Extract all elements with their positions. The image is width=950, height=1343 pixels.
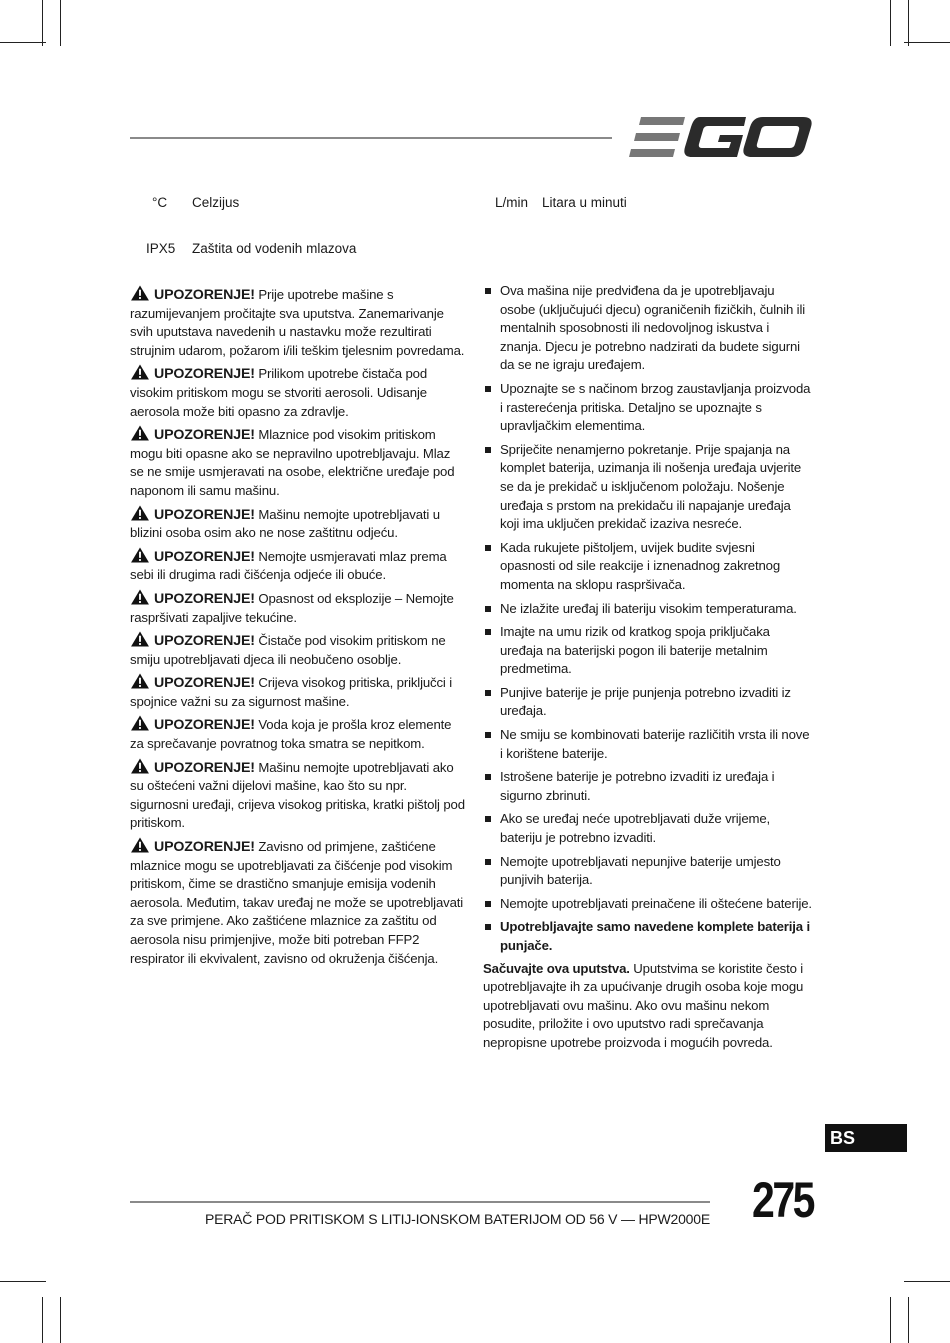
warning-paragraph: [130, 631, 465, 669]
warning-paragraph: [130, 758, 465, 833]
safety-bullet-text: Punjive baterije je prije punjenja potrebno izvaditi iz uređaja.: [500, 684, 791, 719]
crop-mark: [904, 1281, 950, 1282]
crop-mark: [908, 1297, 909, 1343]
ego-logo: [628, 117, 813, 159]
warnings-column: [130, 285, 465, 972]
warning-triangle-icon: [130, 715, 150, 731]
abbr-meaning-ipx5: Zaštita od vodenih mlazova: [192, 241, 357, 256]
warning-keyword: UPOZORENJE!: [154, 548, 255, 565]
safety-bullet: [483, 600, 813, 619]
safety-bullet: [483, 810, 813, 847]
warning-keyword: UPOZORENJE!: [154, 633, 255, 650]
warning-text: Mlaznice pod visokim pritiskom mogu biti opasne ako se nepravilno upotrebljavaju. Mlaz se ne smije usmjeravati na osobe, električne uređaje pod naponom ili samu mašinu.: [130, 427, 455, 498]
abbr-meaning-celsius: Celzijus: [192, 195, 240, 210]
warning-triangle-icon: [130, 673, 150, 689]
crop-mark: [890, 1297, 891, 1343]
warning-keyword: UPOZORENJE!: [154, 287, 255, 303]
warning-keyword: UPOZORENJE!: [154, 839, 255, 856]
abbr-meaning-lmin: Litara u minuti: [542, 195, 627, 210]
warning-text: Zavisno od primjene, zaštićene mlaznice mogu se upotrebljavati za čišćenje pod visokim pritiskom, čime se drastično smanjuje emisija vodenih aerosola. Međutim, takav uređaj ne može se upotrebljavati za sve primjene. Ako zaštićene mlaznice za zaštitu od aerosola nisu primjenjive, može biti potreban FFP2 respirator ili ekvivalent, zavisno od okruženja čišćenja.: [130, 839, 464, 966]
safety-bullet: [483, 768, 813, 805]
safety-bullet-text: Ako se uređaj neće upotrebljavati duže vrijeme, bateriju je potrebno izvaditi.: [500, 811, 771, 846]
warning-triangle-icon: [130, 837, 150, 853]
warning-text: Nemojte usmjeravati mlaz prema sebi ili drugima radi čišćenja odjeće ili obuće.: [130, 548, 447, 583]
safety-bullet: [483, 441, 813, 534]
warning-keyword: UPOZORENJE!: [154, 759, 255, 776]
bullet-square-icon: [485, 901, 491, 907]
warning-paragraph: [130, 547, 465, 585]
warning-triangle-icon: [130, 758, 150, 774]
crop-mark: [890, 0, 891, 46]
warning-text: Čistače pod visokim pritiskom ne smiju upotrebljavati djeca ili neobučeno osoblje.: [130, 633, 446, 667]
safety-bullet-text: Kada rukujete pištoljem, uvijek budite svjesni opasnosti od sile reakcije i iznenadnog zakretnog momenta na sklopu raspršivača.: [500, 539, 781, 592]
warning-paragraph: [130, 425, 465, 500]
safety-bullet: [483, 853, 813, 890]
safety-bullet-text: Imajte na umu rizik od kratkog spoja priključaka uređaja na baterijski pogon ili baterije metalnim predmetima.: [500, 624, 770, 677]
safety-bullet-text: Ne smiju se kombinovati baterije različitih vrsta ili nove i korištene baterije.: [500, 727, 810, 761]
safety-bullet: [483, 380, 813, 436]
keep-instructions-paragraph: [483, 960, 813, 1053]
crop-mark: [908, 0, 909, 46]
warning-text: Crijeva visokog pritiska, priključci i spojnice važni su za sigurnost mašine.: [130, 675, 452, 709]
warning-triangle-icon: [130, 505, 150, 521]
bullet-square-icon: [485, 606, 491, 612]
warning-text: Prilikom upotrebe čistača pod visokim pritiskom mogu se stvoriti aerosoli. Udisanje aerosola može biti opasno za zdravlje.: [130, 366, 427, 419]
bullet-square-icon: [485, 288, 491, 294]
safety-bullet-text: Upotrebljavajte samo navedene komplete baterija i punjače.: [500, 919, 810, 953]
safety-bullet: [483, 623, 813, 679]
bullet-square-icon: [485, 816, 491, 822]
safety-bullet-text: Nemojte upotrebljavati preinačene ili oštećene baterije.: [500, 895, 812, 911]
warning-text: Opasnost od eksplozije – Nemojte raspršivati zapaljive tekućine.: [130, 590, 454, 625]
warning-keyword: UPOZORENJE!: [154, 506, 255, 523]
warning-paragraph: [130, 505, 465, 543]
warning-keyword: UPOZORENJE!: [154, 427, 255, 444]
crop-mark: [60, 0, 61, 46]
crop-mark: [904, 42, 950, 43]
crop-mark: [42, 0, 43, 46]
crop-mark: [42, 1297, 43, 1343]
bullet-square-icon: [485, 690, 491, 696]
safety-bullet: [483, 726, 813, 763]
warning-triangle-icon: [130, 364, 150, 380]
warning-paragraph: [130, 364, 465, 421]
safety-bullet: [483, 539, 813, 595]
bullet-square-icon: [485, 924, 491, 930]
warning-paragraph: [130, 715, 465, 753]
warning-text: Mašinu nemojte upotrebljavati u blizini osoba osim ako ne nose zaštitnu odjeću.: [130, 506, 440, 541]
warning-text: Voda koja je prošla kroz elemente za sprečavanje povratnog toka smatra se nepitkom.: [130, 717, 452, 752]
safety-bullets-column: [483, 282, 813, 1053]
safety-bullet: [483, 684, 813, 721]
safety-bullet-text: Spriječite nenamjerno pokretanje. Prije spajanja na komplet baterija, uzimanja ili nošenja uređaja uvjerite se da je prekidač u isključenom položaju. Nošenje uređaja s prstom na prekidaču ili napajanje uređaja koji ima uključen prekidač izaziva nesreće.: [500, 441, 802, 532]
bullet-square-icon: [485, 629, 491, 635]
bullet-square-icon: [485, 386, 491, 392]
crop-mark: [0, 42, 46, 43]
safety-bullet: [483, 282, 813, 375]
crop-mark: [0, 1281, 46, 1282]
safety-bullet-text: Upoznajte se s načinom brzog zaustavljanja proizvoda i rasterećenja pritiska. Detaljno se upoznajte s upravljačkim elementima.: [500, 380, 811, 434]
keep-instructions-text: Uputstvima se koristite često i upotrebljavajte ih za upućivanje drugih osoba koje mogu upotrebljavati ovu mašinu. Ako ovu mašinu nekom posudite, priložite i ovo uputstvo radi sprečavanja nepropisne upotrebe proizvoda i mogućih povreda.: [483, 960, 804, 1050]
safety-bullet-text: Istrošene baterije je potrebno izvaditi iz uređaja i sigurno zbrinuti.: [500, 769, 775, 803]
bullet-square-icon: [485, 774, 491, 780]
safety-bullet: [483, 918, 813, 955]
warning-keyword: UPOZORENJE!: [154, 366, 255, 383]
warning-text: Mašinu nemojte upotrebljavati ako su oštećeni važni dijelovi mašine, kao što su npr. sigurnosni uređaji, crijeva visokog pritiska, kratki pištolj pod pritiskom.: [130, 759, 465, 831]
safety-bullet-text: Nemojte upotrebljavati nepunjive baterije umjesto punjivih baterija.: [500, 853, 781, 888]
warning-triangle-icon: [130, 425, 150, 441]
crop-mark: [60, 1297, 61, 1343]
abbr-symbol-lmin: L/min: [495, 195, 529, 210]
warning-paragraph: [130, 837, 465, 968]
bullet-square-icon: [485, 447, 491, 453]
safety-bullet-list: [483, 282, 813, 956]
warning-triangle-icon: [130, 589, 150, 605]
abbr-symbol-ipx5: IPX5: [146, 241, 176, 256]
warning-triangle-icon: [130, 631, 150, 647]
warning-triangle-icon: [130, 285, 150, 301]
footer-title: PERAČ POD PRITISKOM S LITIJ-IONSKOM BATERIJOM OD 56 V — HPW2000E: [204, 1211, 710, 1227]
warning-keyword: UPOZORENJE!: [154, 717, 255, 734]
warning-keyword: UPOZORENJE!: [154, 675, 255, 692]
bullet-square-icon: [485, 859, 491, 865]
header-rule: [130, 137, 612, 139]
warning-paragraph: [130, 589, 465, 627]
warning-text: Prije upotrebe mašine s razumijevanjem pročitajte sva uputstva. Zanemarivanje svih uputstava navedenih u nastavku može rezultirati strujnim udarom, požarom i/ili teškim tjelesnim povredama.: [130, 287, 465, 358]
bullet-square-icon: [485, 732, 491, 738]
safety-bullet-text: Ne izlažite uređaj ili bateriju visokim temperaturama.: [500, 600, 797, 616]
language-tab: BS: [825, 1124, 907, 1152]
warning-paragraph: [130, 673, 465, 711]
footer-rule: [130, 1201, 710, 1203]
page-number: 275: [752, 1172, 814, 1228]
warning-keyword: UPOZORENJE!: [154, 590, 255, 607]
warning-paragraph: [130, 285, 465, 360]
safety-bullet-text: Ova mašina nije predviđena da je upotrebljavaju osobe (uključujući djecu) ograničenih fizičkih, čulnih ili mentalnih sposobnosti ili nedovoljnog iskustva i znanja. Djecu je potrebno nadzirati da budete sigurni da se ne igraju uređajem.: [500, 283, 806, 373]
warning-triangle-icon: [130, 547, 150, 563]
bullet-square-icon: [485, 545, 491, 551]
keep-instructions-bold: Sačuvajte ova uputstva.: [483, 960, 630, 976]
abbr-symbol-celsius: °C: [152, 195, 168, 210]
safety-bullet: [483, 895, 813, 914]
